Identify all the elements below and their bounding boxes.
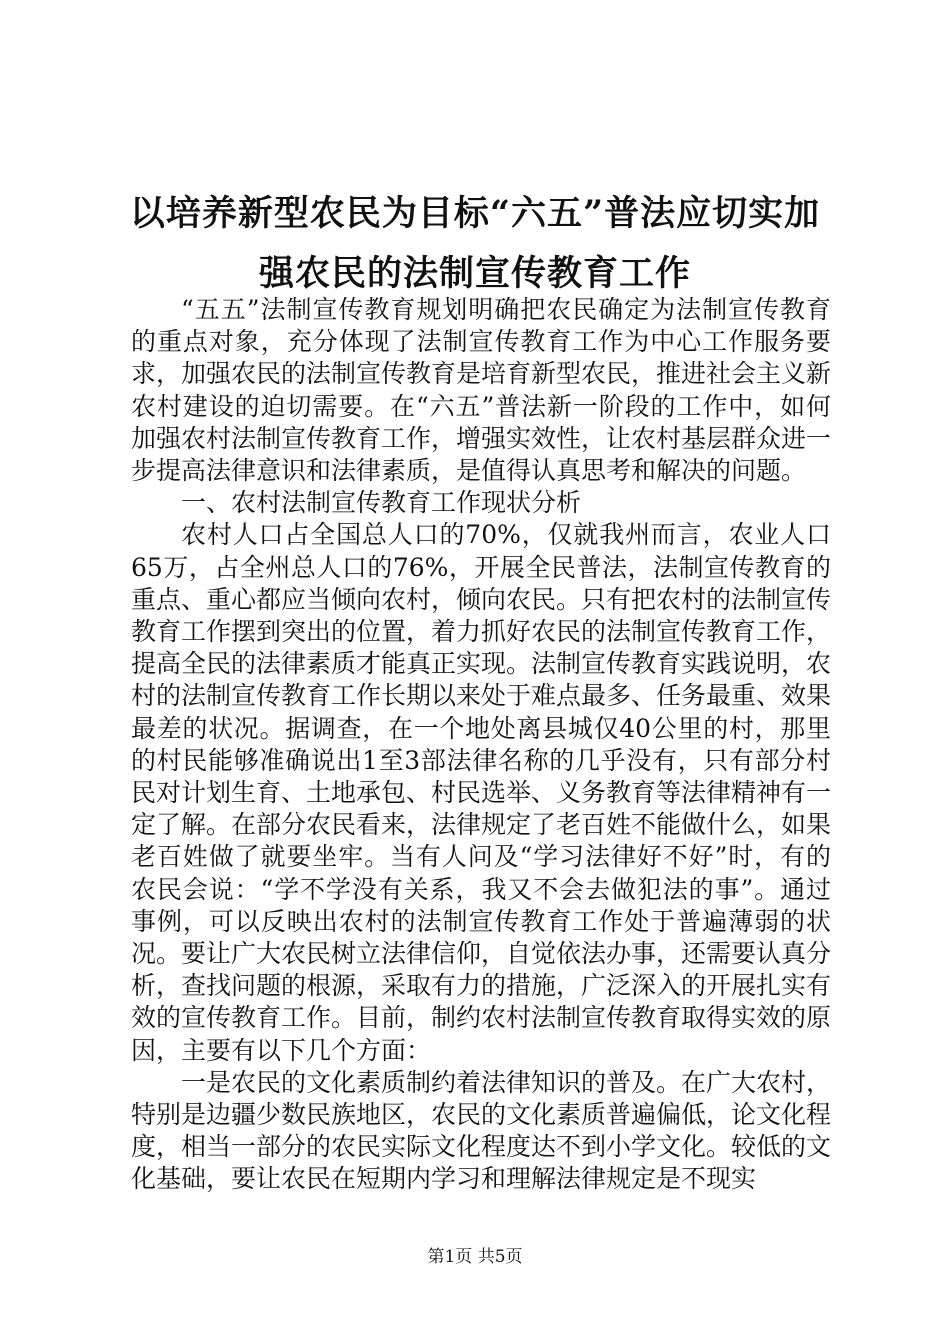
title-line-1: 以培养新型农民为目标“六五”普法应切实加: [129, 193, 821, 234]
paragraph: 一是农民的文化素质制约着法律知识的普及。在广大农村，特别是边疆少数民族地区，农民的文化素质普遍偏低，论文化程度，相当一部分的农民实际文化程度达不到小学文化。较低的文化基础，要让农民在短期内学习和理解法律规定是不现实: [131, 1067, 832, 1194]
title-line-2: 强农民的法制宣传教育工作: [258, 253, 691, 294]
paragraph: “五五”法制宣传教育规划明确把农民确定为法制宣传教育的重点对象，充分体现了法制宣传教育工作为中心工作服务要求，加强农民的法制宣传教育是培育新型农民，推进社会主义新农村建设的迫切需要。在“六五”普法新一阶段的工作中，如何加强农村法制宣传教育工作，增强实效性，让农村基层群众进一步提高法律意识和法律素质，是值得认真思考和解决的问题。: [131, 295, 832, 486]
paragraph: 农村人口占全国总人口的70%，仅就我州而言，农业人口65万，占全州总人口的76%，开展全民普法，法制宣传教育的重点、重心都应当倾向农村，倾向农民。只有把农村的法制宣传教育工作摆到突出的位置，着力抓好农民的法制宣传教育工作，提高全民的法律素质才能真正实现。法制宣传教育实践说明，农村的法制宣传教育工作长期以来处于难点最多、任务最重、效果最差的状况。据调查，在一个地处离县城仅40公里的村，那里的村民能够准确说出1至3部法律名称的几乎没有，只有部分村民对计划生育、土地承包、村民选举、义务教育等法律精神有一定了解。在部分农民看来，法律规定了老百姓不能做什么，如果老百姓做了就要坐牢。当有人问及“学习法律好不好”时，有的农民会说：“学不学没有关系，我又不会去做犯法的事”。通过事例，可以反映出农村的法制宣传教育工作处于普遍薄弱的状况。要让广大农民树立法律信仰，自觉依法办事，还需要认真分析，查找问题的根源，采取有力的措施，广泛深入的开展扎实有效的宣传教育工作。目前，制约农村法制宣传教育取得实效的原因，主要有以下几个方面：: [131, 520, 832, 1065]
document-body: [131, 294, 831, 1196]
page-footer: 第1页 共5页: [427, 1247, 523, 1267]
section-heading: 一、农村法制宣传教育工作现状分析: [181, 488, 582, 518]
